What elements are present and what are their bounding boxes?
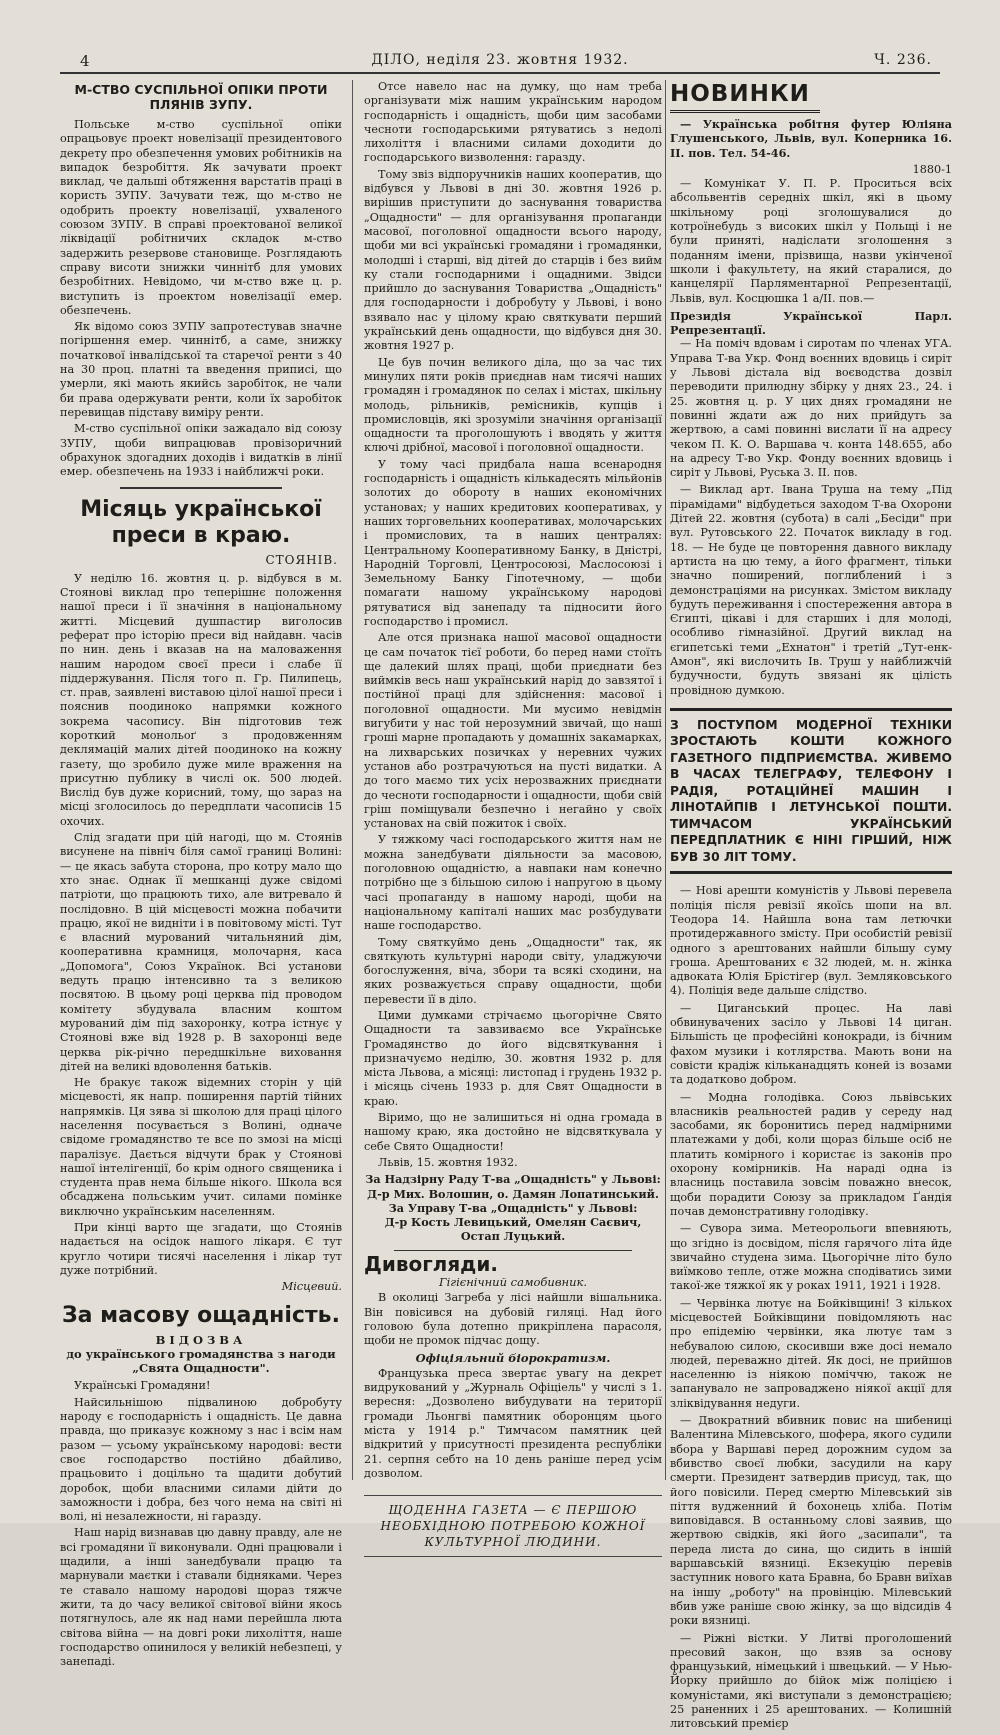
paragraph: Найсильнішою підвалиною добробуту народу є господарність і ощадність. Це давна правда, що приказує кожному з нас і всім нам разом — усьому українському народові: вести своє господарство постійно дбайливо, працьовито і доцільно та щадити добутий доробок, щоби власними силами дійти до заможности і добра, без чого нема на світі ні волі, ні незалежности, ні гаразду. (60, 1395, 342, 1524)
signature: Місцевий. (281, 1280, 342, 1294)
signature-line: За Надзірну Раду Т-ва „Ощадність" у Львові: (365, 1172, 661, 1187)
paragraph: Це був почин великого діла, що за час тих минулих пяти років приєднав нам тисячі наших громадян і громадянок по селах і містах, шкільну молодь, рільників, ремісників, купців і промисловців, які зрозуміли значіння організації ощадности та проголошують і вводять у життя ключі дрібної, масової і поголовної ощадности. (364, 355, 662, 455)
article-title: За масову ощадність. (62, 1302, 340, 1328)
signature-line: Остап Луцький. (460, 1229, 566, 1244)
paragraph: В околиці Загреба у лісі найшли вішальника. Він повісився на дубовій гиляці. Над його головою була дотепно прикріплена парасоля, щоби не промок підчас дощу. (364, 1291, 662, 1348)
notice-box: З ПОСТУПОМ МОДЕРНОЇ ТЕХНІКИ ЗРОСТАЮТЬ КОШТИ КОЖНОГО ГАЗЕТНОГО ПІДПРИЄМСТВА. ЖИВЕМО В ЧАСАХ ТЕЛЕГРАФУ, ТЕЛЕФОНУ І РАДІЯ, РОТАЦІЙНЕЇ МАШИН І ЛІНОТАЙПІВ І ЛЕТУНСЬКОЇ ПОШТИ. ТИМЧАСОМ УКРАЇНСЬКИЙ ПЕРЕДПЛАТНИК Є НІНІ ГІРШИЙ, НІЖ БУВ 30 ЛІТ ТОМУ. (670, 708, 952, 875)
paragraph: М-ство суспільної опіки зажадало від союзу ЗУПУ, щоби випрацював провізоричний обрахунок здогадних доходів і видатків в лінії емер. обезпечень на 1933 і найближчі роки. (60, 422, 342, 479)
news-item: — Ріжні вістки. У Литві проголошений пресовий закон, що взяв за основу французький, німецький і швецький. — У Нью-Йорку прийшло до бійок між поліцією і комуністами, які виступали з демонстрацією; 25 раненних і 25 арештованих. — Колишній литовський премієр (670, 1631, 952, 1731)
date-line: Львів, 15. жовтня 1932. (378, 1155, 518, 1169)
column-rule (665, 80, 666, 1480)
news-item: — Виклад арт. Івана Труша на тему „Під пірамідами" відбудеться заходом Т-ва Охорони Дітей 22. жовтня (субота) в салі „Бесіди" при вул. Рутовського 22. Початок викладу в год. 18. — Не буде це повторення давного викладу артиста на цю тему, а його фрагмент, тільки значно поширений, поглиблений і з демонстраціями на рисунках. Змістом викладу будуть переживання і спостереження автора в Єгипті, цікаві і для старших і для молоді, особливо гімназійної. Другий виклад на єгипетські теми „Ехнатон" і третій „Тут-енк-Амон", які вислочить Ів. Труш у найближчій будучности, будуть звязані як цілість провідною думкою. (670, 483, 952, 697)
news-item: — Червінка лютує на Бойківщині! З кількох місцевостей Бойківщини повідомляють нас про епідемію червінки, яка лютує там з небувалою силою, скосивши вже досі немало людей, переважно дітей. Як досі, не прийшов населенню із ніякою поміччю, також не запанувало не запроваджено ніякої акції для зліквідування недуги. (670, 1296, 952, 1410)
news-item: — Двократний вбивник повис на шибениці Валентина Мілевського, шофера, якого судили вбора у Варшаві перед дорожним судом за вбивство своєї любки, засудили на кару смерти. Президент затвердив присуд, так, що його повісили. Перед смертю Мілевський зів піття вудженний й бохонець хліба. Потім виповідався. В останньому слові заявив, що жертвою свідків, які його „засипали", та переда листа до сина, що сидить в іншій варшавській вязниці. Екзекуцію перевів заступник нового ката Бравна, бо Бравн виїхав на іншу „роботу" на провінцію. Мілевський вбив уже раніше свою жінку, за що відсидів 4 роки вязниці. (670, 1414, 952, 1628)
paragraph: При кінці варто ще згадати, що Стоянів надається на осідок нашого лікаря. Є тут кругло чотири тисячі населення і лікар тут дуже потрібний. (60, 1221, 342, 1277)
news-item: — Модна голодівка. Союз львівських власників реальностей радив у середу над засобами, як боронитись перед надмірними платежами у добі, коли щораз більше осіб не платить комірного і користає із законів про охорону комірників. На нараді одна із власниць поставила зовсім поважно внесок, щоби порадити Союзу за прикладом Ґандія почав демонстративну голодівку. (670, 1090, 952, 1218)
column-left (60, 80, 342, 1671)
paragraph: У тому часі придбала наша всенародня господарність і ощадність кількадесять мільйонів золотих до обороту в наших економічних установах; у наших кредитових кооперативах, у наших торговельних кооперативах, молочарських і промислових, та в наших централях: Центральному Кооперативному Банку, в Дністрі, Народній Торговлі, Центросоюзі, Маслосоюзі і Земельному Банку Гіпотечному, — щоби помагати нашому українському народові рятуватися від занепаду та підносити його господарство і промисл. (364, 457, 662, 628)
paragraph: Але отся признака нашої масової ощадности це сам початок тієї роботи, бо перед нами стоїть ще далекий шлях праці, щоби приєднати без виймків весь наш український нарід до завзятої і постійної праці для здійснення: масової і поголовної ощадности. Ми мусимо невідмін вигубити у нас той нерозумний звичай, що наші гроші марне пропадають у домашніх закамарках, на лихварських позичках у неревних чужих установ або розтрачуються на пусті видатки. А до того маємо тих усіх нерозважних приєднати до чесноти господарности і ощадности, щоби свій гріш поміщували безпечно і негайно у своїх установах на свій пожиток і своїх. (364, 631, 662, 831)
news-item: — Нові арешти комуністів у Львові перевела поліція після ревізії якоїсь шопи на вл. Теодора 14. Найшла вона там летючки протидержавного змісту. При особистій ревізії одного з арештованих найшли більшу суму гроша. Арештованих є 32 людей, м. н. жінка адвоката Юлія Брістігер (вул. Земляковського 4). Поліція веде дальше слідство. (670, 884, 952, 998)
ad-reference: 1880-1 (912, 162, 952, 176)
section-title: Дивогляди. (364, 1251, 498, 1276)
paragraph: Польське м-ство суспільної опіки опрацьовує проект новелізації президентового декрету про обезпечення умових робітників на випадок безробіття. Як зачувати проект виклад, че дальші обтяження варстатів праці в користь ЗУПУ. Зачувати теж, що м-ство не одобрить проекту новелізації, ухваленого союзом ЗУПУ. В справі проектованої великої ліквідації робітничих складок м-ство задержить резервове становище. Розглядають справу висоти знижки чиннітб для умових безробітних. Невідомо, чи м-ство вже ц. р. виступить із проектом новелізації емер. обезпечень. (60, 118, 342, 317)
page-number: 4 (80, 52, 91, 70)
section-title: НОВИНКИ (670, 80, 820, 113)
masthead-date: ДІЛО, неділя 23. жовтня 1932. (371, 52, 629, 68)
column-middle (364, 80, 662, 1557)
paragraph: У тяжкому часі господарського життя нам не можна занедбувати діяльности за масовою, поголовною ощадністю, а навпаки нам конечно потрібно ще з більшою силою і напругою в цьому часі пропаганду в нашому народі, щоби на національному капіталі наших мас розбудувати наше господарство. (364, 833, 662, 933)
paragraph: Тому звіз відпоручників наших кооператив, що відбувся у Львові в дні 30. жовтня 1926 р. вирішив приступити до заснування товариства „Ощадности" — для організування пропаганди масової, поголовної ощадности всього народу, щоби ми всі українські громадяни і громадянки, молодші і старші, від дітей до старців і без вийм ку стали господарними і ощадними. Звідси прийшло до заснування Товариства „Ощадність" для господарности і добробуту у Львові, і воно взявало нас у цілому краю святкувати перший український день ощадности, що відбувся дня 30. жовтня 1927 р. (364, 167, 662, 353)
column-rule (352, 80, 353, 1480)
signature-line: За Управу Т-ва „Ощадність" у Львові: (388, 1200, 638, 1215)
slogan-box: ЩОДЕННА ГАЗЕТА — Є ПЕРШОЮ НЕОБХІДНОЮ ПОТРЕБОЮ КОЖНОЇ КУЛЬТУРНОЇ ЛЮДИНИ. (364, 1495, 662, 1557)
article-subtitle: до українського громадянства з нагоди „Свята Ощадности". (66, 1346, 336, 1376)
page-header (60, 48, 940, 74)
signature-line: Д-р Мих. Волошин, о. Дамян Лопатинський. (367, 1186, 659, 1201)
paragraph: Отсе навело нас на думку, що нам треба організувати між нашим українським народом господарність і ощадність, щоби цим засобами чесноти господарськими рятуватись з недолі лихоліття і власними силами доходити до господарського визволення: гаразду. (364, 80, 662, 165)
news-signature: Президія Української Парл. Репрезентації. (670, 308, 952, 338)
paragraph: Не бракує також відемних сторін у цій місцевості, як напр. поширення партій тійних напрямків. Ця зява зі школою для праці цілого населення посувається з Волині, одначе свідоме громадянство те все по змозі на місці паралізує. Дається відчути брак у Стоянові нашої інтелігенції, бо крім одного священика і студента прав нема більше нікого. Школа вся обсаджена польським учит. силами помінке виключно українським населенням. (60, 1076, 342, 1218)
item-subtitle: Гігієнічний самобивник. (438, 1275, 588, 1290)
article-subtitle: ВІДОЗВА (155, 1332, 247, 1347)
paragraph: Наш нарід визнавав цю давну правду, але не всі громадяни її виконували. Одні працювали і щадили, а інші занедбували працю та марнували маєтки і ставали бідняками. Через те ставало нашому народові щораз тяжче жити, та до часу великої світової війни якось потягнулось, але як над нами перейшла люта світова війна — на довгі роки лихоліття, наше господарство опинилося у великій небезпеці, у занепаді. (60, 1526, 342, 1669)
news-item: — Циганський процес. На лаві обвинувачених засіло у Львові 14 циган. Більшість це професійні конокради, із бічним фахом музики і котлярства. Мають вони на совісти крадіж кільканадцять коней із возами та додатково добром. (670, 1001, 952, 1087)
paragraph: Слід згадати при цій нагоді, що м. Стоянів висунене на північ біля самої границі Волині: — це якась забута сторона, про котру мало що хто знає. Однак її мешканці дуже свідомі патріоти, що працюють тихо, але витревало й послідовно. В цій місцевості можна побачити працю, якої не видніти і в повітовому місті. Тут є власний мурований читальняний дім, кооперативна крамниця, молочарня, каса „Допомога", Союз Українок. Всі установи ведуть працю інтенсивно та з великою посвятою. В цьому році церква під проводом комітету збудувала власним коштом мурований дім під захоронку, котра істнує у Стоянові вже від 1928 р. В захоронці веде церква рік-річно передшкільне виховання дітей на великі вдоволення батьків. (60, 831, 342, 1073)
paragraph: Як відомо союз ЗУПУ запротестував значне погіршення емер. чиннітб, а саме, знижку початкової інвалідської та старечої ренти з 40 на 30 проц. платні та введення приписі, що умерли, які мають якийсь заробіток, не чали би права одержувати ренти, коли їх заробіток перевищав підставу виміру ренти. (60, 320, 342, 419)
paragraph: Цими думками стрічаємо цьогорічне Свято Ощадности та завзиваємо все Українське Громадянство до його відсвяткування і призначуємо неділю, 30. жовтня 1932 р. для міста Львова, а місяці: листопад і грудень 1932 р. і місяць січень 1933 р. для Свят Ощадности в краю. (364, 1009, 662, 1108)
article-title: М-СТВО СУСПІЛЬНОЇ ОПІКИ ПРОТИ ПЛЯНІВ ЗУПУ. (74, 82, 328, 112)
column-right (670, 80, 952, 1735)
paragraph: Французька преса звертає увагу на декрет видрукований у „Журналь Офіціель" у числі з 1. вересня: „Дозволено вибудувати на території громади Льонгві памятник оборонцям цього міста у 1914 р." Тимчасом памятник цей відкритий у присутності президента республіки 21. серпня себто на 10 день раніше перед усім дозволом. (364, 1366, 662, 1480)
news-item: — На поміч вдовам і сиротам по членах УГА. Управа Т-ва Укр. Фонд воєнних вдовиць і сиріт у Львові дістала від воєводства дозвіл переводити прилюдну збірку у днях 23., 24. і 25. жовтня ц. р. У цих днях громадяни не повинні ждати аж до них прийдуть за жертвою, а самі повинні вислати її на адресу чеком П. К. О. Варшава ч. конта 148.655, або на адресу Т-во Укр. Фонду воєнних вдовиць і сиріт у Львові, Руська 3. ІІ. пов. (670, 337, 952, 480)
article-title: Місяць української преси в краю. (80, 497, 322, 549)
paragraph: Віримо, що не залишиться ні одна громада в нашому краю, яка достойно не відсвяткувала у себе Свято Ощадности! (364, 1111, 662, 1153)
greeting: Українські Громадяни! (74, 1379, 211, 1393)
issue-number: Ч. 236. (874, 52, 932, 68)
signatures (364, 1172, 662, 1243)
dateline: СТОЯНІВ. (265, 553, 338, 568)
news-item: — Комунікат У. П. Р. Проситься всіх абсольвентів середніх шкіл, які в цьому шкільному році зголошувалися до котроїнебудь з високих шкіл у Польщі і не були приняті, надіслати зголошення з поданням імени, прізвища, назви укінченої школи і факультету, на який старалися, до канцелярії Парляментарної Репрезентації, Львів, вул. Косцюшка 1 а/ІІ. пов.— (670, 177, 952, 305)
signature-line: Д-р Кость Левицький, Омелян Саєвич, (384, 1215, 642, 1230)
divider (394, 1250, 632, 1251)
item-subtitle: Офіціяльний біорократизм. (415, 1350, 611, 1365)
news-item: — Сувора зима. Метеорольоги впевняють, що згідно із досвідом, після гарячого літа йде звичайно студена зима. Цьогорічне літо було виїмково тепле, отже можна сподіватись зими такої-же тяжкої як у роках 1911, 1921 і 1928. (670, 1222, 952, 1293)
divider (120, 487, 282, 489)
paragraph: У неділю 16. жовтня ц. р. відбувся в м. Стоянові виклад про теперішнє положення нашої преси і її значіння в національному житті. Місцевий душпастир виголосив реферат про історію преси від найдавн. часів по нин. день і вказав на на маловаження нашим народом своєї преси і слабе її піддержування. Після того п. Гр. Пилипець, ст. прав, заявлені виставою цілої нашої преси і пояснив поодиноко напрямки кожного зокрема часопису. Він підготовив теж короткий монольоґ з продовженням деклямацій малих дітей поодиноко на кожну газету, що зробило дуже миле враження на присутню публику в числі ок. 500 людей. Вислід був дуже корисний, тому, що зараз на місці зголосилось до передплати часописів 15 охочих. (60, 571, 342, 828)
paragraph: Тому святкуймо день „Ощадности" так, як святкують культурні народи світу, уладжуючи богослуження, віча, збори та всякі сходини, на яких розважується справу ощадности, щоби перевести її в діло. (364, 935, 662, 1006)
news-item: — Українська робітня футер Юліяна Глушенського, Львів, вул. Коперника 16. ІІ. пов. Тел. 54-46. (670, 117, 952, 160)
